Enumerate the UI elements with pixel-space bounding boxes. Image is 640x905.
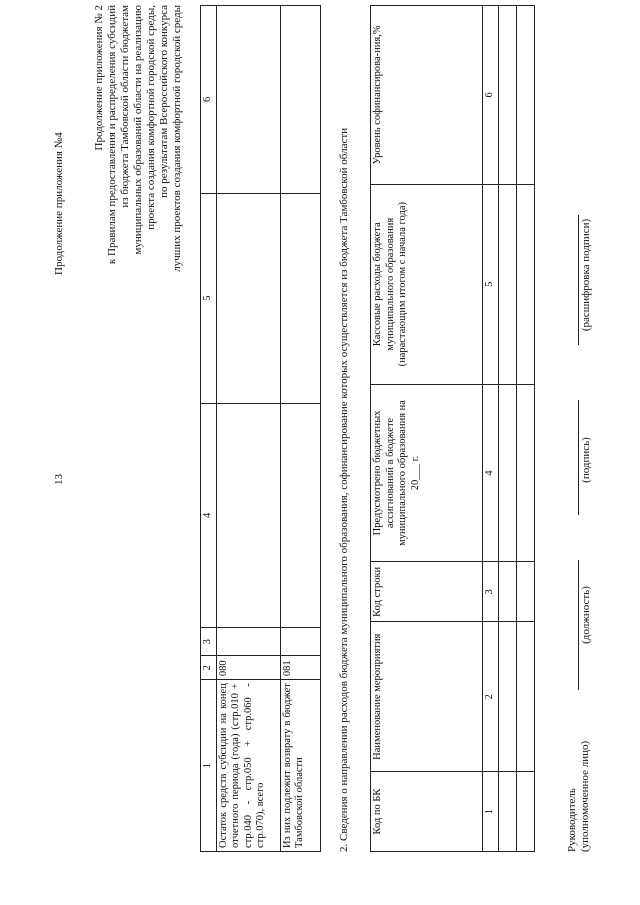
table-row xyxy=(280,6,320,852)
empty-cell xyxy=(498,384,516,562)
signatory-role-line: Руководитель xyxy=(566,788,578,852)
empty-cell xyxy=(498,6,516,185)
header-cell: Код строки xyxy=(371,562,483,622)
signature-line xyxy=(578,400,579,515)
empty-cell xyxy=(216,6,280,194)
empty-cell xyxy=(216,193,280,403)
appendix-header xyxy=(93,5,184,385)
header-cell: Уровень софинансирова-ния,% xyxy=(371,6,483,185)
column-number: 4 xyxy=(483,384,499,562)
column-number: 2 xyxy=(483,622,499,772)
empty-cell xyxy=(516,622,534,772)
row-code: 080 xyxy=(216,656,280,680)
column-number: 2 xyxy=(201,656,217,680)
table-header-row xyxy=(371,6,483,852)
empty-cell xyxy=(216,628,280,656)
header-cell: Кассовые расходы бюджета муниципального образования (нарастающим итогом с начала года) xyxy=(371,184,483,384)
signature-caption: (подпись) xyxy=(580,437,592,483)
header-line: лучших проектов создания комфортной городской среды xyxy=(171,5,183,272)
column-number: 6 xyxy=(201,6,217,194)
column-number: 1 xyxy=(201,680,217,852)
column-number: 6 xyxy=(483,6,499,185)
empty-cell xyxy=(280,193,320,403)
column-number: 5 xyxy=(483,184,499,384)
page-number: 13 xyxy=(53,474,65,485)
empty-cell xyxy=(280,628,320,656)
header-cell: Код по БК xyxy=(371,772,483,852)
section-2-title: 2. Сведения о направлении расходов бюджета муниципального образования, софинансирование которых осуществляется из бюджета Тамбовской области xyxy=(338,127,350,852)
column-number: 3 xyxy=(201,628,217,656)
position-line xyxy=(578,560,579,690)
column-number: 4 xyxy=(201,403,217,628)
table-header-row xyxy=(201,6,217,852)
continuation-title: Продолжение приложения №4 xyxy=(53,132,65,275)
empty-cell xyxy=(280,6,320,194)
header-cell: Наименование мероприятия xyxy=(371,622,483,772)
header-line: муниципальных образований области на реализацию xyxy=(132,5,144,255)
header-line: к Правилам предоставления и распределения субсидий xyxy=(106,5,118,265)
table-row xyxy=(516,6,534,852)
empty-cell xyxy=(516,562,534,622)
header-line: Продолжение приложения № 2 xyxy=(93,5,105,151)
table-number-row xyxy=(483,6,499,852)
signatory-role-line: (уполномоченное лицо) xyxy=(579,740,591,852)
column-number: 1 xyxy=(483,772,499,852)
table-row xyxy=(498,6,516,852)
expenses-table xyxy=(370,5,535,852)
row-code: 081 xyxy=(280,656,320,680)
empty-cell xyxy=(516,772,534,852)
empty-cell xyxy=(498,622,516,772)
signatory-role xyxy=(566,692,592,852)
empty-cell xyxy=(498,562,516,622)
decoding-line xyxy=(578,215,579,345)
row-label: Остаток средств субсидии на конец отчетного периода (года) (стр.010 + стр.040 - стр.050 + стр.060 - стр.070), всего xyxy=(216,680,280,852)
empty-cell xyxy=(498,184,516,384)
table-row xyxy=(216,6,280,852)
header-line: проекта создания комфортной городской среды, xyxy=(145,5,157,230)
header-line: из бюджета Тамбовской области бюджетам xyxy=(119,5,131,208)
header-line: по результатам Всероссийского конкурса xyxy=(158,5,170,198)
empty-cell xyxy=(516,384,534,562)
empty-cell xyxy=(280,403,320,628)
empty-cell xyxy=(516,184,534,384)
decoding-caption: (расшифровка подписи) xyxy=(580,218,592,332)
column-number: 5 xyxy=(201,193,217,403)
position-caption: (должность) xyxy=(580,586,592,644)
empty-cell xyxy=(216,403,280,628)
balance-table xyxy=(200,5,321,852)
header-cell: Предусмотрено бюджетных ассигнований в бюджете муниципального образования на 20___ г. xyxy=(371,384,483,562)
empty-cell xyxy=(516,6,534,185)
row-label: Из них подлежит возврату в бюджет Тамбовской области xyxy=(280,680,320,852)
empty-cell xyxy=(498,772,516,852)
column-number: 3 xyxy=(483,562,499,622)
